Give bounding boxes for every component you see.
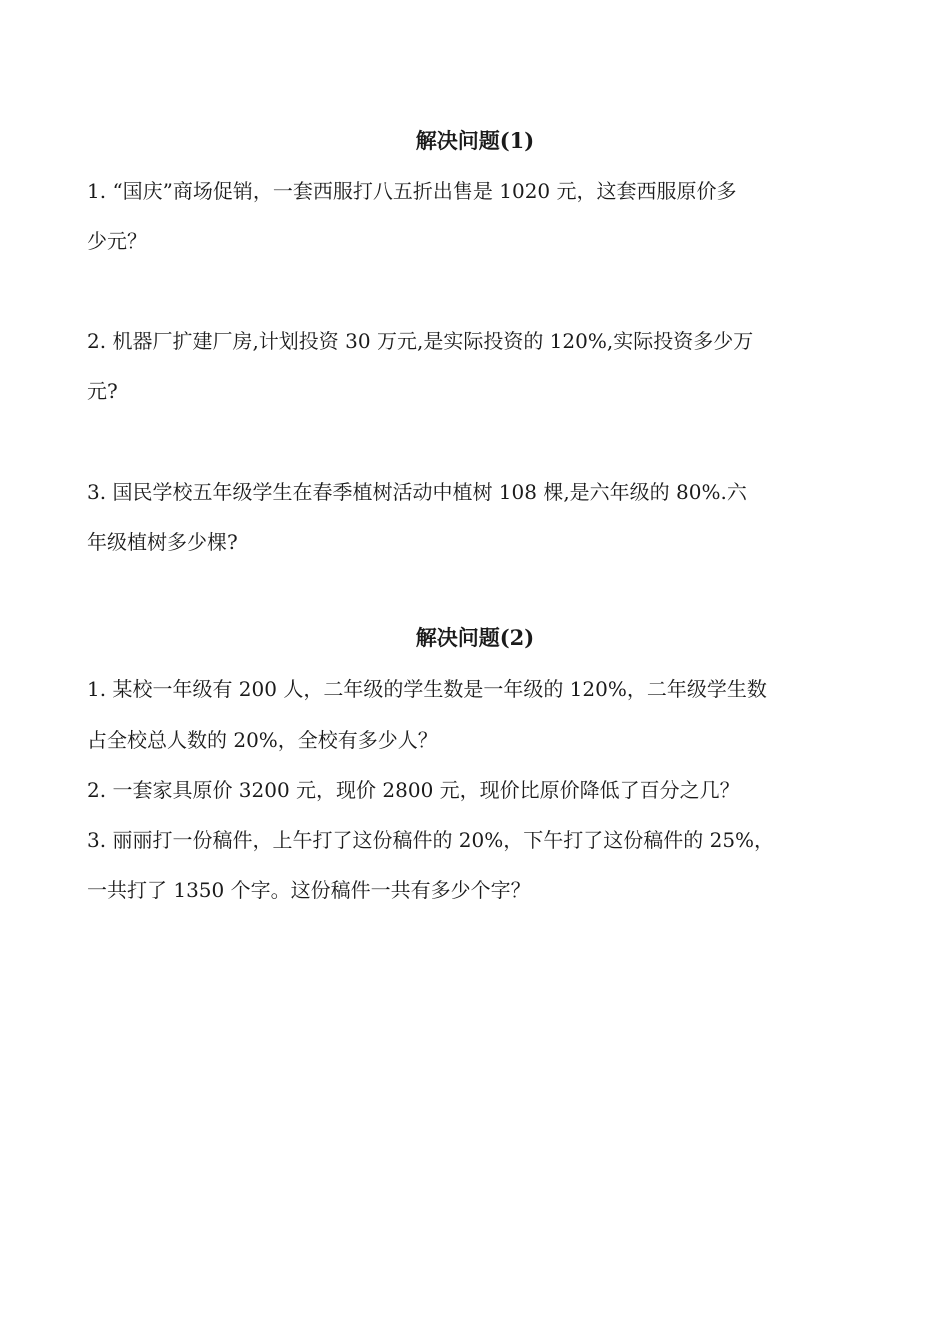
question-line: 占全校总人数的 20%，全校有多少人？ [87, 728, 438, 752]
question-line: 2. 一套家具原价 3200 元，现价 2800 元，现价比原价降低了百分之几？ [87, 778, 740, 802]
question-line: 少元？ [87, 229, 147, 253]
question-line: 3. 丽丽打一份稿件，上午打了这份稿件的 20%，下午打了这份稿件的 25%， [87, 828, 775, 852]
question-line: 1. 某校一年级有 200 人，二年级的学生数是一年级的 120%，二年级学生数 [87, 677, 767, 701]
question-line: 3. 国民学校五年级学生在春季植树活动中植树 108 棵,是六年级的 80%.六 [87, 480, 747, 504]
question-line: 1. “国庆”商场促销，一套西服打八五折出售是 1020 元，这套西服原价多 [87, 179, 737, 203]
section-1-title: 解决问题(1) [415, 128, 535, 153]
question-line: 元? [87, 379, 118, 403]
question-line: 年级植树多少棵? [87, 530, 238, 554]
question-line: 2. 机器厂扩建厂房,计划投资 30 万元,是实际投资的 120%,实际投资多少万 [87, 329, 754, 353]
question-line: 一共打了 1350 个字。这份稿件一共有多少个字？ [87, 878, 531, 902]
section-2-title: 解决问题(2) [415, 625, 535, 650]
